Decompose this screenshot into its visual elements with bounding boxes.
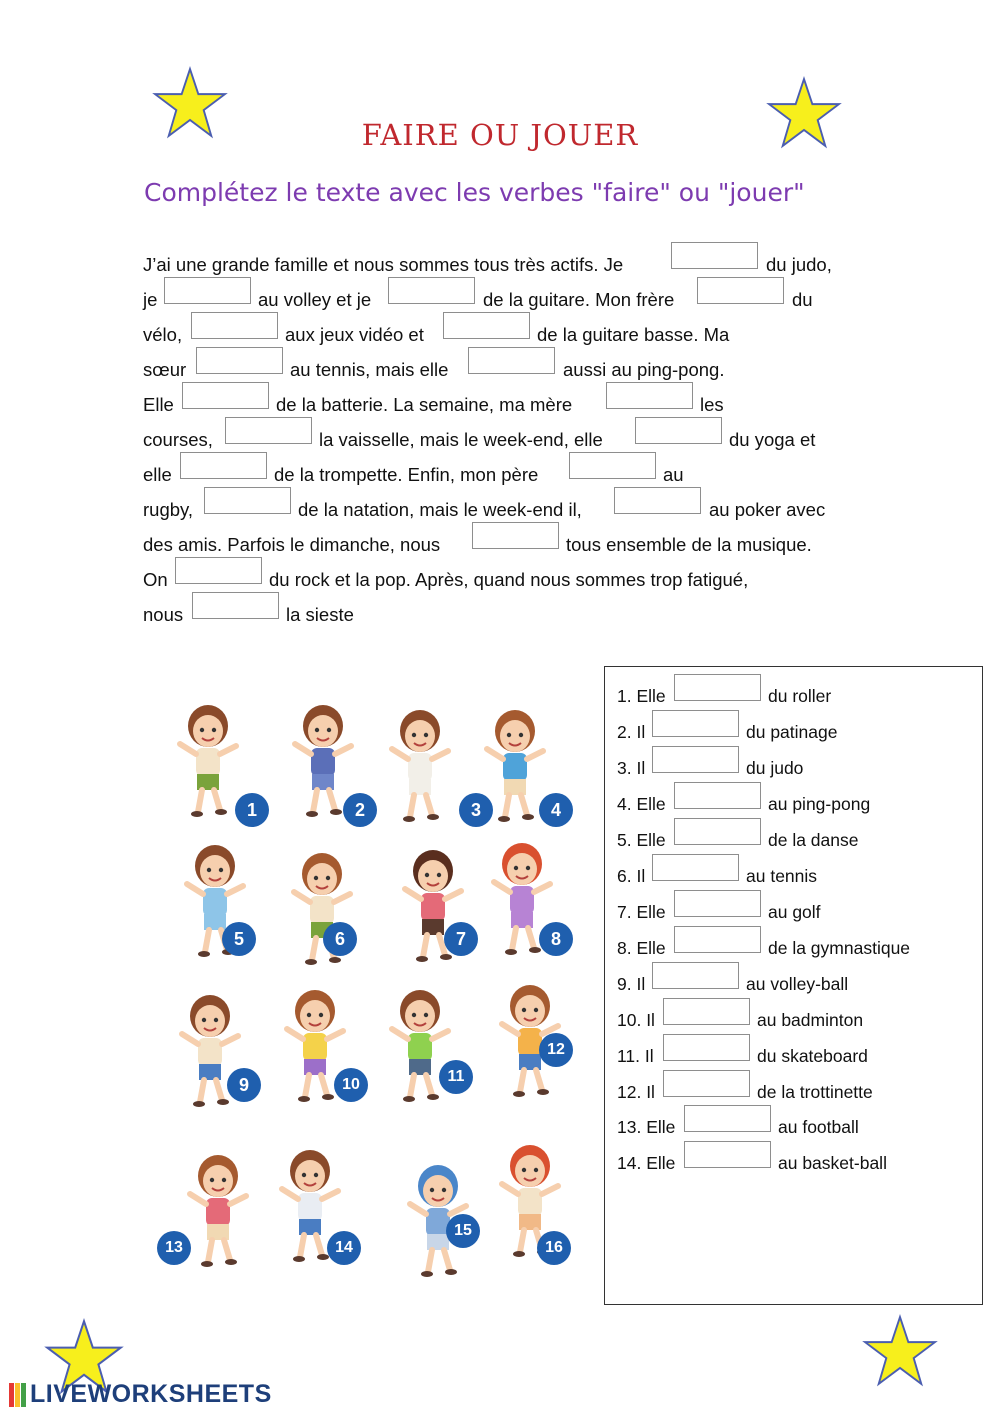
text-segment: les	[700, 394, 724, 415]
picture-number-badge: 8	[539, 922, 573, 956]
answer-blank[interactable]	[674, 890, 761, 917]
exercise-suffix: du patinage	[746, 722, 838, 742]
exercise-prefix: 6. Il	[617, 866, 646, 886]
answer-blank[interactable]	[569, 452, 656, 479]
answer-blank[interactable]	[652, 710, 739, 737]
text-segment: du yoga et	[729, 429, 816, 450]
picture-number-badge: 16	[537, 1231, 571, 1265]
answer-blank[interactable]	[614, 487, 701, 514]
exercise-prefix: 5. Elle	[617, 830, 666, 850]
picture-number-badge: 12	[539, 1033, 573, 1067]
answer-blank[interactable]	[652, 962, 739, 989]
picture-number-badge: 4	[539, 793, 573, 827]
exercise-suffix: au volley-ball	[746, 974, 849, 994]
text-segment: rugby,	[143, 499, 194, 520]
text-segment: au poker avec	[709, 499, 826, 520]
answer-blank[interactable]	[472, 522, 559, 549]
picture-number-badge: 1	[235, 793, 269, 827]
answer-blank[interactable]	[191, 312, 278, 339]
answer-blank[interactable]	[684, 1141, 771, 1168]
exercise-suffix: de la danse	[768, 830, 859, 850]
exercise-prefix: 11. Il	[617, 1046, 654, 1066]
text-segment: de la trompette. Enfin, mon père	[274, 464, 539, 485]
text-segment: aussi au ping-pong.	[563, 359, 725, 380]
answer-blank[interactable]	[388, 277, 475, 304]
exercise-prefix: 8. Elle	[617, 938, 666, 958]
text-segment: On	[143, 569, 168, 590]
text-segment: je	[143, 289, 158, 310]
exercise-prefix: 13. Elle	[617, 1117, 676, 1137]
text-segment: de la guitare. Mon frère	[483, 289, 675, 310]
text-segment: de la batterie. La semaine, ma mère	[276, 394, 573, 415]
text-segment: de la natation, mais le week-end il,	[298, 499, 582, 520]
exercise-suffix: du judo	[746, 758, 804, 778]
text-segment: du rock et la pop. Après, quand nous sommes trop fatigué,	[269, 569, 749, 590]
picture-number-badge: 9	[227, 1068, 261, 1102]
exercise-prefix: 9. Il	[617, 974, 646, 994]
child-illustration	[380, 705, 460, 825]
exercise-prefix: 14. Elle	[617, 1153, 676, 1173]
exercise-suffix: de la gymnastique	[768, 938, 911, 958]
text-segment: au	[663, 464, 684, 485]
exercise-suffix: de la trottinette	[757, 1082, 873, 1102]
picture-number-badge: 5	[222, 922, 256, 956]
answer-blank[interactable]	[635, 417, 722, 444]
text-segment: Elle	[143, 394, 174, 415]
exercise-suffix: au golf	[768, 902, 821, 922]
answer-blank[interactable]	[606, 382, 693, 409]
answer-blank[interactable]	[697, 277, 784, 304]
picture-number-badge: 2	[343, 793, 377, 827]
text-segment: vélo,	[143, 324, 183, 345]
text-segment: des amis. Parfois le dimanche, nous	[143, 534, 441, 555]
answer-blank[interactable]	[652, 854, 739, 881]
answer-blank[interactable]	[663, 1070, 750, 1097]
answer-blank[interactable]	[192, 592, 279, 619]
text-segment: J’ai une grande famille et nous sommes tous très actifs. Je	[143, 254, 624, 275]
answer-blank[interactable]	[225, 417, 312, 444]
picture-number-badge: 7	[444, 922, 478, 956]
answer-blank[interactable]	[652, 746, 739, 773]
text-segment: au tennis, mais elle	[290, 359, 449, 380]
answer-blank[interactable]	[175, 557, 262, 584]
picture-number-badge: 13	[157, 1231, 191, 1265]
answer-blank[interactable]	[674, 782, 761, 809]
exercise-suffix: au badminton	[757, 1010, 864, 1030]
exercise-prefix: 10. Il	[617, 1010, 655, 1030]
exercise-prefix: 4. Elle	[617, 794, 666, 814]
text-segment: elle	[143, 464, 172, 485]
exercise-prefix: 1. Elle	[617, 686, 666, 706]
exercise-suffix: du skateboard	[757, 1046, 868, 1066]
answer-blank[interactable]	[674, 926, 761, 953]
exercise-prefix: 2. Il	[617, 722, 646, 742]
picture-number-badge: 11	[439, 1060, 473, 1094]
picture-number-badge: 14	[327, 1231, 361, 1265]
answer-blank[interactable]	[674, 674, 761, 701]
exercise-prefix: 12. Il	[617, 1082, 655, 1102]
picture-number-badge: 6	[323, 922, 357, 956]
star-icon	[862, 1314, 938, 1390]
text-segment: au volley et je	[258, 289, 372, 310]
text-segment: la vaisselle, mais le week-end, elle	[319, 429, 603, 450]
exercise-prefix: 3. Il	[617, 758, 646, 778]
answer-blank[interactable]	[671, 242, 758, 269]
text-segment: du judo,	[766, 254, 832, 275]
picture-number-badge: 10	[334, 1068, 368, 1102]
picture-number-badge: 15	[446, 1214, 480, 1248]
answer-blank[interactable]	[468, 347, 555, 374]
exercise-suffix: au basket-ball	[778, 1153, 887, 1173]
text-segment: sœur	[143, 359, 187, 380]
exercise-suffix: au tennis	[746, 866, 818, 886]
text-segment: de la guitare basse. Ma	[537, 324, 730, 345]
answer-blank[interactable]	[663, 998, 750, 1025]
answer-blank[interactable]	[180, 452, 267, 479]
exercise-suffix: au ping-pong	[768, 794, 871, 814]
answer-blank[interactable]	[196, 347, 283, 374]
liveworksheets-logo-icon	[8, 1382, 28, 1408]
brand-logo: LIVEWORKSHEETS	[30, 1380, 272, 1408]
exercise-prefix: 7. Elle	[617, 902, 666, 922]
text-segment: tous ensemble de la musique.	[566, 534, 812, 555]
text-segment: du	[792, 289, 813, 310]
answer-blank[interactable]	[663, 1034, 750, 1061]
picture-number-badge: 3	[459, 793, 493, 827]
answer-blank[interactable]	[164, 277, 251, 304]
answer-blank[interactable]	[674, 818, 761, 845]
instructions: Complétez le texte avec les verbes "faire" ou "jouer"	[144, 178, 805, 207]
exercise-suffix: au football	[778, 1117, 859, 1137]
text-segment: courses,	[143, 429, 213, 450]
text-segment: aux jeux vidéo et	[285, 324, 424, 345]
text-segment: nous	[143, 604, 184, 625]
answer-blank[interactable]	[204, 487, 291, 514]
answer-blank[interactable]	[684, 1105, 771, 1132]
text-segment: la sieste	[286, 604, 354, 625]
answer-blank[interactable]	[182, 382, 269, 409]
answer-blank[interactable]	[443, 312, 530, 339]
page-title: FAIRE OU JOUER	[361, 118, 639, 152]
exercise-suffix: du roller	[768, 686, 832, 706]
